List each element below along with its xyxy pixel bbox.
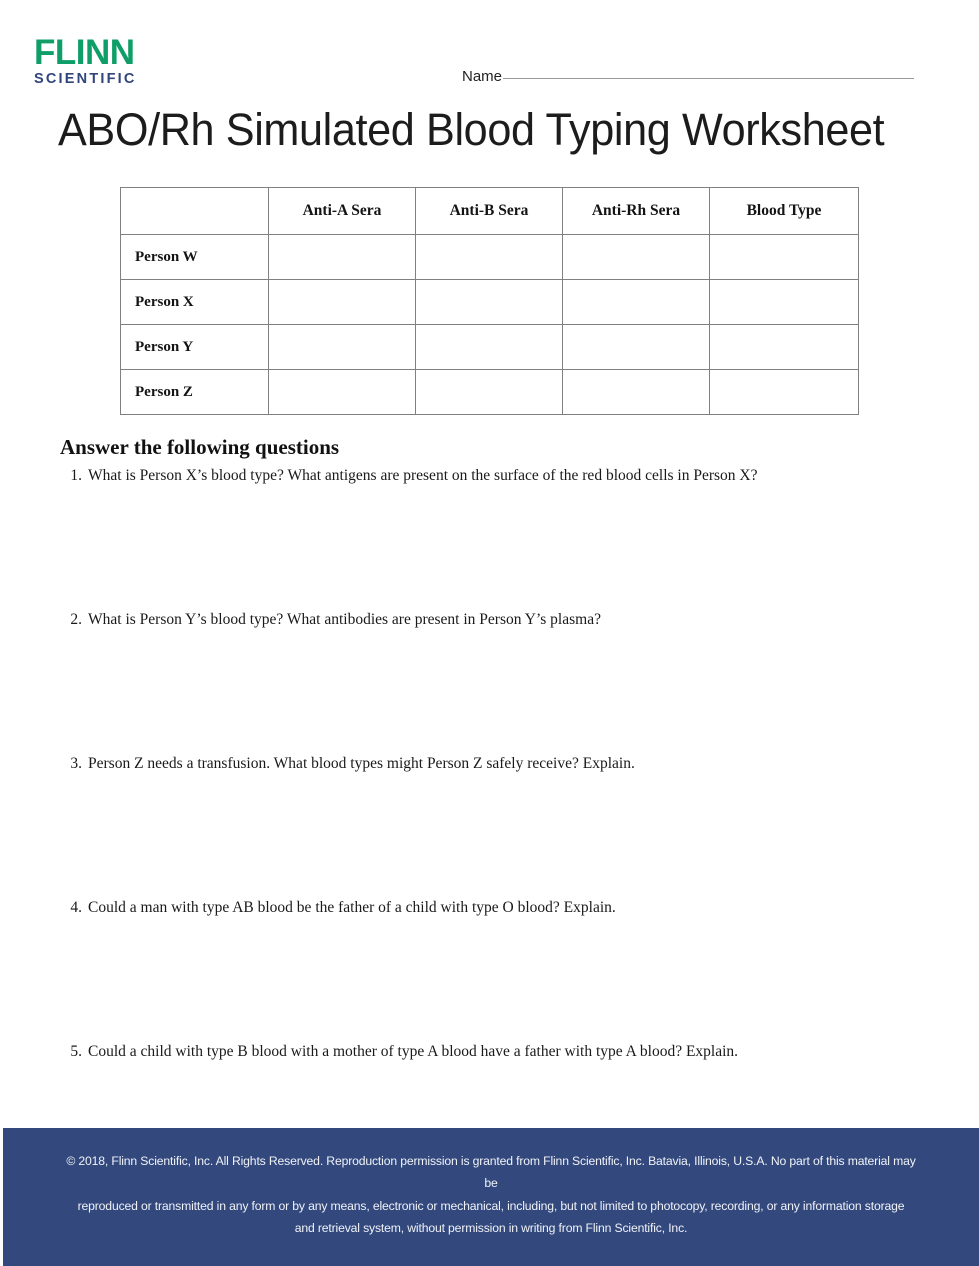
table-row [121,370,859,415]
table-header-anti-b-sera: Anti-B Sera [416,188,563,235]
question-number-5: 5. [70,1043,82,1060]
table-header-row [121,188,859,235]
cell-person-x-anti-rh[interactable] [563,280,710,325]
name-field-label: Name [462,68,503,85]
cell-person-z-anti-rh[interactable] [563,370,710,415]
name-field[interactable] [462,68,914,85]
table-row [121,280,859,325]
list-item [62,610,922,754]
cell-person-y-anti-a[interactable] [269,325,416,370]
list-item [62,466,922,610]
row-label-person-y: Person Y [121,325,269,370]
name-field-rule[interactable] [503,77,914,79]
question-text-3: Person Z needs a transfusion. What blood types might Person Z safely receive? Explain. [88,755,635,772]
table-header [121,188,859,235]
question-number-4: 4. [70,899,82,916]
question-text-5: Could a child with type B blood with a mother of type A blood have a father with type A blood? Explain. [88,1043,739,1060]
cell-person-y-blood-type[interactable] [710,325,859,370]
cell-person-w-blood-type[interactable] [710,235,859,280]
cell-person-z-blood-type[interactable] [710,370,859,415]
logo-wordmark-scientific: SCIENTIFIC [34,71,137,88]
copyright-line-2: reproduced or transmitted in any form or by any means, electronic or mechanical, including, but not limited to photocopy, recording, or any information storage [77,1198,905,1213]
question-number-2: 2. [70,611,82,628]
row-label-person-z: Person Z [121,370,269,415]
cell-person-x-anti-b[interactable] [416,280,563,325]
row-label-person-w: Person W [121,235,269,280]
table-body [121,235,859,415]
blood-typing-table [120,187,859,415]
cell-person-w-anti-rh[interactable] [563,235,710,280]
table-header-anti-rh-sera: Anti-Rh Sera [563,188,710,235]
cell-person-z-anti-b[interactable] [416,370,563,415]
cell-person-x-blood-type[interactable] [710,280,859,325]
table-row [121,325,859,370]
copyright-line-1: © 2018, Flinn Scientific, Inc. All Rights Reserved. Reproduction permission is granted from Flinn Scientific, Inc. Batavia, Illinois, U.S.A. No part of this material may be [66,1153,916,1191]
page-header [0,0,979,100]
question-text-4: Could a man with type AB blood be the father of a child with type O blood? Explain. [88,899,616,916]
cell-person-z-anti-a[interactable] [269,370,416,415]
page-title: ABO/Rh Simulated Blood Typing Worksheet [58,104,885,155]
row-label-person-x: Person X [121,280,269,325]
cell-person-x-anti-a[interactable] [269,280,416,325]
question-text-2: What is Person Y’s blood type? What antibodies are present in Person Y’s plasma? [88,611,601,628]
questions-heading: Answer the following questions [60,435,340,459]
question-number-1: 1. [70,467,82,484]
cell-person-w-anti-a[interactable] [269,235,416,280]
cell-person-w-anti-b[interactable] [416,235,563,280]
question-number-3: 3. [70,755,82,772]
question-list [62,466,922,1186]
list-item [62,898,922,1042]
table-row [121,235,859,280]
cell-person-y-anti-b[interactable] [416,325,563,370]
copyright-footer [3,1128,979,1266]
list-item [62,754,922,898]
table-header-corner [121,188,269,235]
question-text-1: What is Person X’s blood type? What antigens are present on the surface of the red blood cells in Person X? [88,467,758,484]
flinn-scientific-logo [34,33,164,88]
table-header-anti-a-sera: Anti-A Sera [269,188,416,235]
cell-person-y-anti-rh[interactable] [563,325,710,370]
copyright-line-3: and retrieval system, without permission in writing from Flinn Scientific, Inc. [294,1221,688,1236]
table-header-blood-type: Blood Type [710,188,859,235]
logo-wordmark-flinn: FLINN [34,33,135,72]
